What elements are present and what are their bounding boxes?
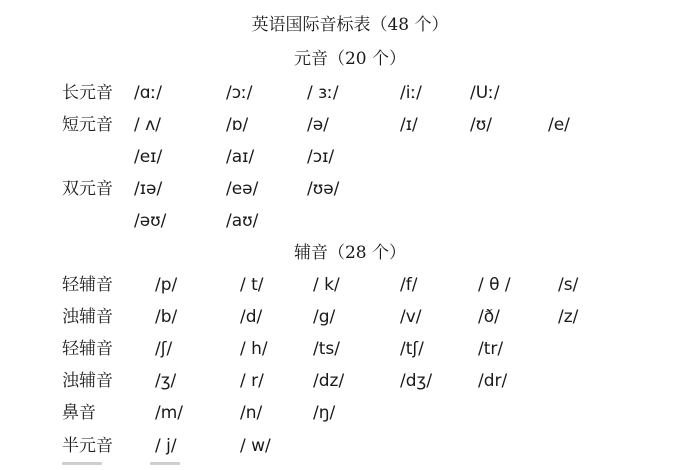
phonetic-symbol: /z/ [558, 307, 579, 327]
phonetic-symbol: /ʊə/ [307, 179, 340, 199]
phonetic-symbol: /dz/ [313, 371, 345, 391]
consonant-row [0, 402, 700, 428]
phonetic-symbol: / t/ [240, 275, 264, 295]
row-label: 轻辅音 [62, 339, 113, 359]
page-title: 英语国际音标表（48 个） [251, 15, 449, 35]
vowel-row [0, 82, 700, 108]
row-label: 鼻音 [62, 403, 96, 423]
phonetic-symbol: /iː/ [400, 83, 422, 103]
phonetic-symbol: / θ / [478, 275, 511, 295]
vowel-row [0, 210, 700, 236]
phonetic-symbol: /tr/ [478, 339, 504, 359]
phonetic-symbol: /ə/ [307, 115, 329, 135]
phonetic-symbol: /əʊ/ [134, 211, 167, 231]
phonetic-symbol: / ʌ/ [134, 115, 161, 135]
row-label: 浊辅音 [62, 371, 113, 391]
phonetic-symbol: /aʊ/ [226, 211, 259, 231]
phonetic-symbol: /ɪə/ [134, 179, 163, 199]
phonetic-symbol: /tʃ/ [400, 339, 424, 359]
row-label: 半元音 [62, 436, 113, 456]
phonetic-symbol: /aɪ/ [226, 147, 255, 167]
phonetic-symbol: /n/ [240, 403, 263, 423]
phonetic-symbol: /Uː/ [470, 83, 500, 103]
phonetic-symbol: /d/ [240, 307, 263, 327]
vowel-row [0, 114, 700, 140]
phonetic-symbol: / r/ [240, 371, 264, 391]
phonetic-symbol: /ɒ/ [226, 115, 249, 135]
phonetic-symbol: /b/ [155, 307, 178, 327]
consonant-row [0, 435, 700, 461]
phonetic-symbol: / ɜː/ [307, 83, 339, 103]
phonetic-symbol: /ɔɪ/ [307, 147, 335, 167]
phonetic-symbol: / j/ [155, 436, 177, 456]
consonant-row [0, 306, 700, 332]
phonetic-symbol: /v/ [400, 307, 422, 327]
phonetic-symbol: /m/ [155, 403, 184, 423]
vowels-heading: 元音（20 个） [293, 49, 407, 69]
phonetic-symbol: /ʃ/ [155, 339, 173, 359]
phonetic-symbol: /ɑː/ [134, 83, 162, 103]
consonant-row [0, 370, 700, 396]
phonetic-symbol: /ŋ/ [313, 403, 336, 423]
cropped-next-row [0, 462, 700, 470]
vowel-row [0, 146, 700, 172]
phonetic-symbol: /p/ [155, 275, 178, 295]
phonetic-symbol: /dr/ [478, 371, 508, 391]
vowel-row [0, 178, 700, 204]
phonetic-symbol: /ʒ/ [155, 371, 177, 391]
phonetic-symbol: / k/ [313, 275, 340, 295]
phonetic-symbol: /f/ [400, 275, 418, 295]
phonetic-symbol: /dʒ/ [400, 371, 433, 391]
phonetic-symbol: /ð/ [478, 307, 500, 327]
consonant-row [0, 274, 700, 300]
phonetic-symbol: /e/ [548, 115, 570, 135]
phonetic-symbol: /ɔː/ [226, 83, 253, 103]
phonetic-symbol: /g/ [313, 307, 336, 327]
row-label: 长元音 [62, 83, 113, 103]
consonant-row [0, 338, 700, 364]
phonetic-symbol: /ts/ [313, 339, 340, 359]
phonetic-symbol: / h/ [240, 339, 268, 359]
consonants-heading: 辅音（28 个） [293, 243, 407, 263]
phonetic-symbol: /s/ [558, 275, 579, 295]
row-label: 双元音 [62, 179, 113, 199]
row-label: 浊辅音 [62, 307, 113, 327]
row-label: 短元音 [62, 115, 113, 135]
row-label: 轻辅音 [62, 275, 113, 295]
phonetic-symbol: /eɪ/ [134, 147, 163, 167]
phonetic-symbol: /ʊ/ [470, 115, 492, 135]
phonetic-symbol: / w/ [240, 436, 271, 456]
phonetic-symbol: /eə/ [226, 179, 259, 199]
phonetic-symbol: /ɪ/ [400, 115, 418, 135]
